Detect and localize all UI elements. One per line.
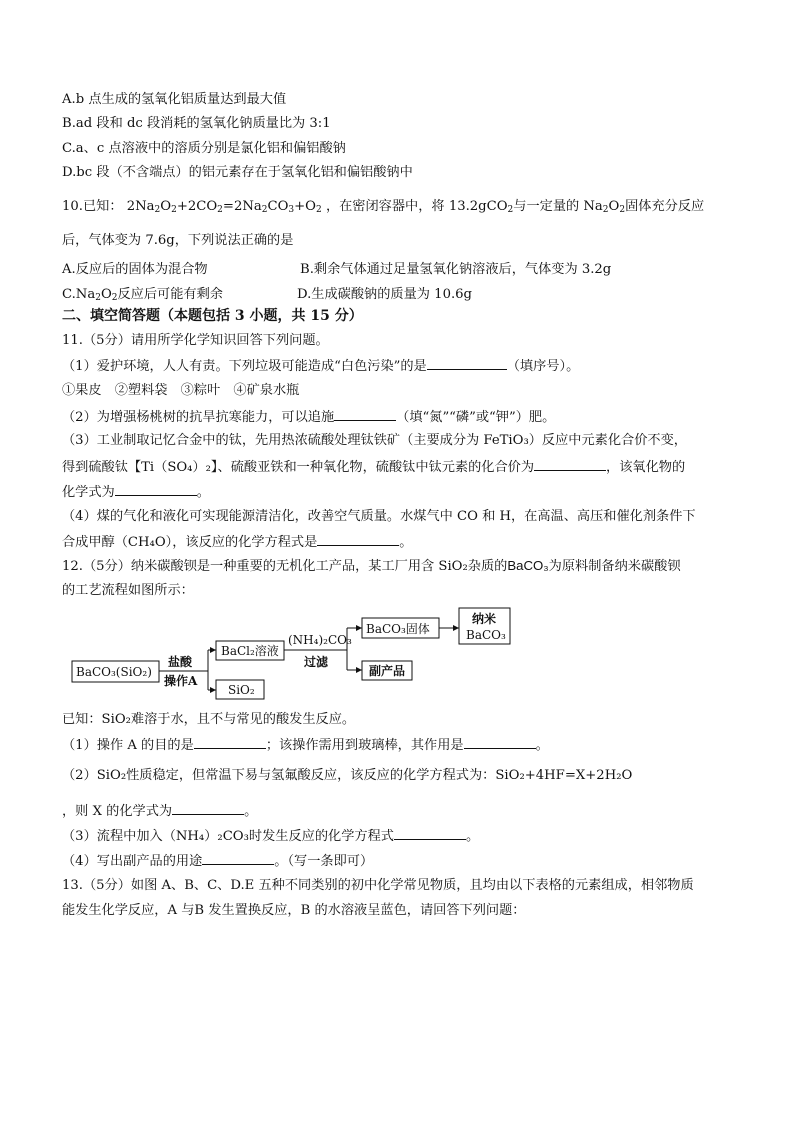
answer-blank — [194, 735, 266, 749]
q9-option-c: C.a、c 点溶液中的溶质分别是氯化铝和偏铝酸钠 — [62, 141, 346, 156]
q10-stem-line2: 后，气体变为 7.6g，下列说法正确的是 — [62, 233, 294, 248]
q11-part4-line1: （4）煤的气化和液化可实现能源清洁化，改善空气质量。水煤气中 CO 和 H，在高温、高压和催化剂条件下 — [62, 509, 696, 524]
q13-stem-line2: 能发生化学反应，A 与B 发生置换反应，B 的水溶液呈蓝色，请回答下列问题： — [62, 903, 526, 918]
q11-part2: （2）为增强杨桃树的抗旱抗寒能力，可以追施 （填“氮”“磷”或“钾”）肥。 — [62, 407, 555, 427]
byproduct-label: 副产品 — [369, 664, 406, 678]
q13-stem-line1: 13.（5分）如图 A、B、C、D.E 五种不同类别的初中化学常见物质，且均由以下表格的元素组成，相邻物质 — [62, 878, 694, 893]
q12-part3: （3）流程中加入（NH₄）₂CO₃时发生反应的化学方程式 。 — [62, 826, 479, 846]
answer-blank — [202, 851, 274, 865]
answer-blank — [172, 801, 244, 815]
q11-part3-line3: 化学式为 。 — [62, 482, 210, 502]
q11-stem: 11.（5分）请用所学化学知识回答下列问题。 — [62, 333, 329, 348]
step1-bottom-label: 操作A — [164, 674, 198, 688]
q11-part4-line2: 合成甲醇（CH₄O），该反应的化学方程式是 。 — [62, 532, 412, 552]
q12-part1: （1）操作 A 的目的是 ；该操作需用到玻璃棒，其作用是 。 — [62, 735, 549, 755]
step1-top-label: 盐酸 — [168, 655, 193, 669]
start-label: BaCO₃(SiO₂) — [76, 665, 152, 679]
q10-option-b: B.剩余气体通过足量氢氧化钠溶液后，气体变为 3.2g — [300, 262, 612, 277]
q12-part2: （2）SiO₂性质稳定，但常温下易与氢氟酸反应，该反应的化学方程式为：SiO₂+4HF=X+2H₂O — [62, 768, 633, 783]
product-label-1: 纳米 — [472, 612, 497, 626]
q10-option-a: A.反应后的固体为混合物 — [62, 262, 208, 277]
q12-stem-line2: 的工艺流程如图所示： — [62, 583, 194, 598]
q11-items: ①果皮 ②塑料袋 ③粽叶 ④矿泉水瓶 — [62, 383, 300, 398]
answer-blank — [427, 356, 507, 370]
reagent-label: (NH₄)₂CO₃ — [288, 633, 352, 647]
q10-equation: $2Na_2O_2+2CO_2=2Na_2CO_3+O_2$ — [126, 199, 322, 215]
q10-stem: 10.已知： $2Na_2O_2+2CO_2=2Na_2CO_3+O_2$ ，在密闭容器中，将 13.2gCO$_2$与一定量的 $Na_2O_2$固体充分反应 — [62, 199, 705, 215]
q10-option-c: $C.Na_2O_2$反应后可能有剩余 — [62, 287, 223, 303]
q9-option-b: B.ad 段和 dc 段消耗的氢氧化钠质量比为 3:1 — [62, 116, 331, 131]
q10-option-d: D.生成碳酸钠的质量为 10.6g — [297, 287, 472, 302]
process-flow-diagram — [68, 604, 518, 708]
answer-blank — [464, 735, 536, 749]
q12-known: 已知：SiO₂难溶于水，且不与常见的酸发生反应。 — [62, 712, 356, 727]
answer-blank — [115, 482, 197, 496]
answer-blank — [394, 826, 466, 840]
residue-label: SiO₂ — [228, 683, 255, 697]
section-2-title: 二、填空简答题（本题包括 3 小题，共 15 分） — [62, 308, 363, 324]
q9-option-d: D.bc 段（不含端点）的铝元素存在于氢氧化铝和偏铝酸钠中 — [62, 165, 413, 180]
q12-stem: 12.（5分）纳米碳酸钡是一种重要的无机化工产品，某工厂用含 SiO₂杂质的BaCO₃为原料制备纳米碳酸钡 — [62, 558, 681, 574]
answer-blank — [534, 457, 606, 471]
solid-label: BaCO₃固体 — [366, 622, 430, 636]
q11-part1: （1）爱护环境，人人有责。下列垃圾可能造成“白色污染”的是 （填序号）。 — [62, 356, 579, 376]
answer-blank — [334, 407, 396, 421]
answer-blank — [317, 532, 399, 546]
product-label-2: BaCO₃ — [466, 628, 506, 642]
q9-option-a: A.b 点生成的氢氧化铝质量达到最大值 — [62, 92, 287, 107]
filter-label: 过滤 — [304, 655, 329, 669]
q11-part3-line1: （3）工业制取记忆合金中的钛，先用热浓硫酸处理钛铁矿（主要成分为 FeTiO₃）反应中元素化合价不变， — [62, 433, 687, 448]
q12-part2-line2: ，则 X 的化学式为 。 — [62, 801, 257, 821]
q12-part4: （4）写出副产品的用途 。（写一条即可） — [62, 851, 373, 871]
solution-label: BaCl₂溶液 — [221, 644, 279, 658]
q11-part3-line2: 得到硫酸钛【Ti（SO₄）₂】、硫酸亚铁和一种氧化物，硫酸钛中钛元素的化合价为 ，该氧化物的 — [62, 457, 685, 477]
